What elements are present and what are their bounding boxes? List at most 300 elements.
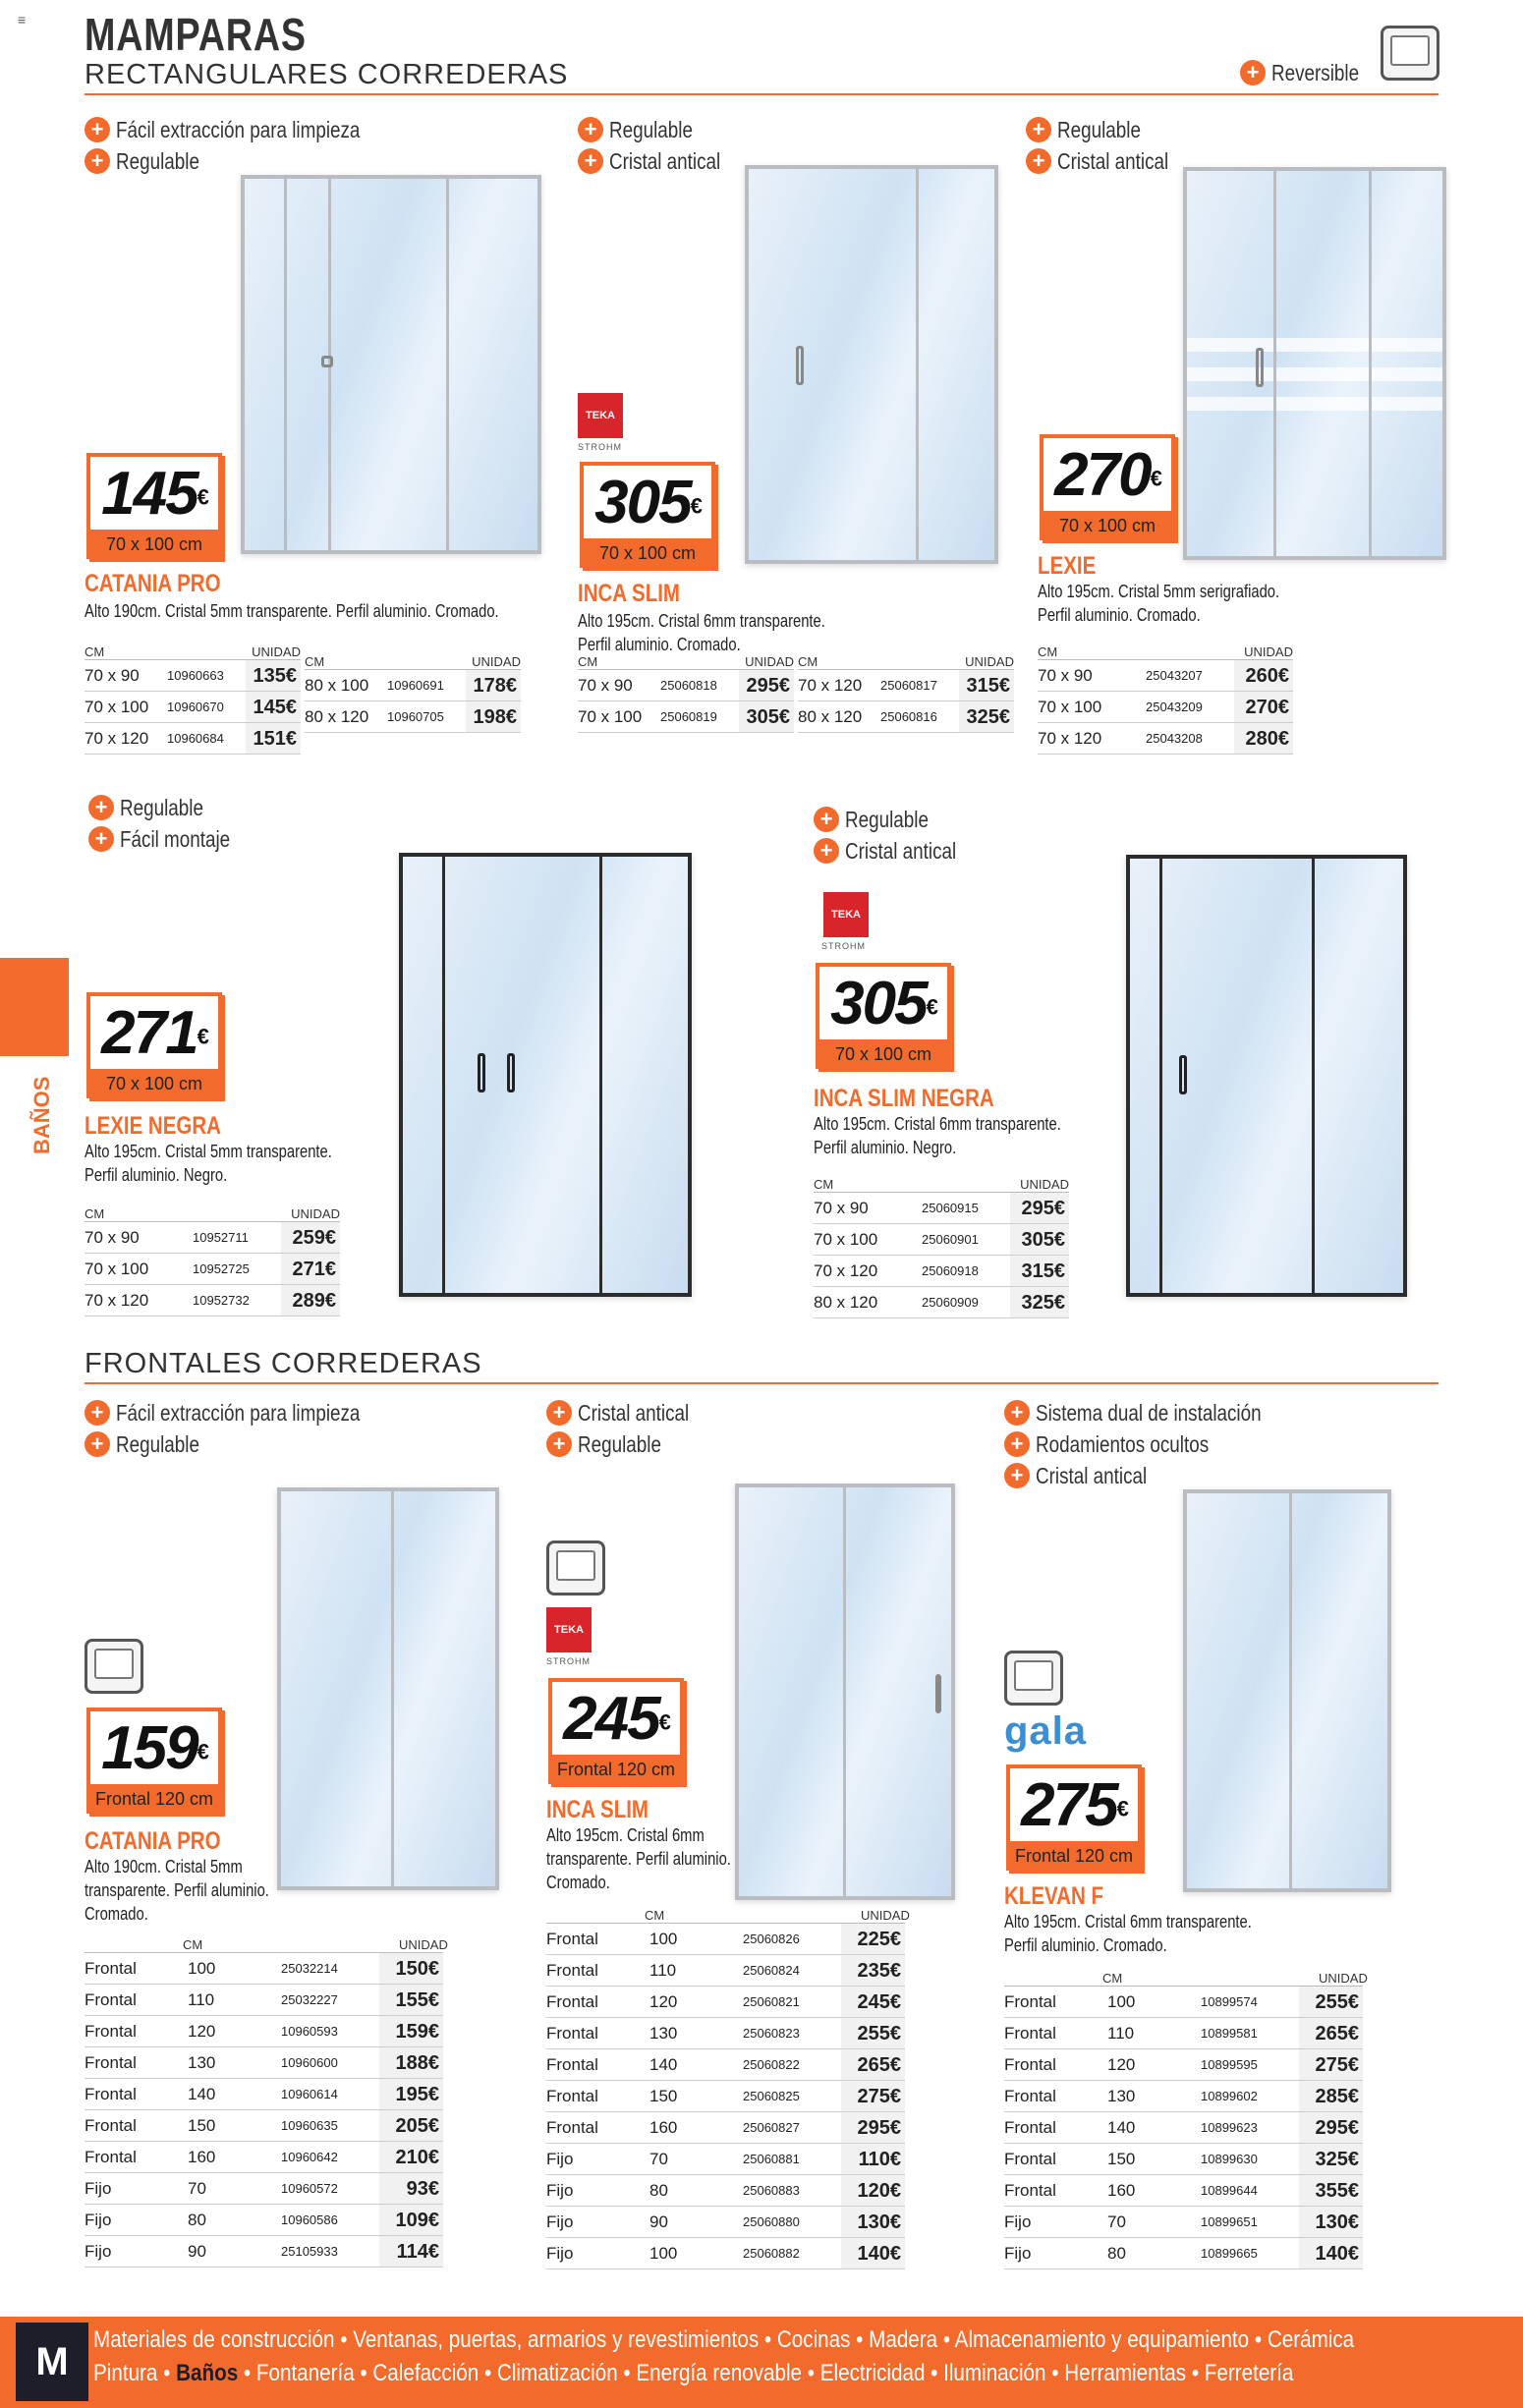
feature-item bbox=[1004, 1460, 1311, 1491]
price-tag bbox=[548, 1678, 684, 1784]
code-cell: 10899651 bbox=[1201, 2214, 1258, 2229]
plus-icon: + bbox=[88, 795, 114, 820]
size-cell: 80 bbox=[188, 2210, 206, 2229]
glass-pane bbox=[391, 1491, 394, 1886]
teka-logo: TEKA bbox=[578, 393, 623, 438]
price-cell: 325€ bbox=[959, 701, 1014, 732]
price-value: 275 bbox=[1021, 1771, 1117, 1839]
price-cell: 259€ bbox=[281, 1222, 340, 1253]
plus-icon: + bbox=[578, 148, 603, 174]
table-row bbox=[1004, 1987, 1363, 2018]
tv-icon bbox=[546, 1540, 605, 1596]
product-name: CATANIA PRO bbox=[85, 1827, 221, 1855]
product-inca-slim-negra bbox=[814, 804, 981, 867]
product-desc: Alto 195cm. Cristal 6mm transparente. Perfil aluminio. Negro. bbox=[814, 1114, 1061, 1157]
code-cell: 25060918 bbox=[922, 1263, 979, 1278]
code-cell: 10960586 bbox=[281, 2212, 338, 2227]
col-header: UNIDAD bbox=[399, 1937, 448, 1952]
code-cell: 10960614 bbox=[281, 2087, 338, 2101]
size-cell: 110 bbox=[188, 1989, 215, 2009]
price-cell: 275€ bbox=[841, 2081, 905, 2111]
price-cell: 109€ bbox=[379, 2205, 443, 2235]
plus-icon: + bbox=[814, 807, 839, 832]
feature-item bbox=[1026, 114, 1193, 145]
col-header: UNIDAD bbox=[861, 1908, 910, 1923]
feature-label: Regulable bbox=[609, 116, 693, 142]
table-row bbox=[546, 2238, 905, 2269]
code-cell: 10960670 bbox=[167, 700, 224, 714]
euro-sign: € bbox=[1150, 466, 1160, 491]
size-cell: 70 x 120 bbox=[85, 728, 149, 748]
size-cell: 70 x 100 bbox=[578, 706, 643, 726]
plus-icon: + bbox=[578, 117, 603, 142]
size-cell: Frontal bbox=[85, 2084, 137, 2103]
plus-icon: + bbox=[88, 826, 114, 852]
price-tag bbox=[86, 1708, 222, 1814]
code-cell: 10960684 bbox=[167, 731, 224, 746]
code-cell: 25043208 bbox=[1146, 731, 1203, 746]
reversible-tag bbox=[1240, 57, 1379, 88]
size-cell: Frontal bbox=[85, 1958, 137, 1978]
table-row bbox=[85, 1285, 340, 1316]
feature-item bbox=[1004, 1397, 1311, 1428]
price-value: 145 bbox=[101, 460, 197, 528]
table-row bbox=[1004, 2175, 1363, 2207]
euro-sign: € bbox=[690, 493, 701, 519]
table-row bbox=[85, 2047, 443, 2079]
price-tag bbox=[1006, 1764, 1142, 1871]
code-cell: 10899623 bbox=[1201, 2120, 1258, 2135]
table-row bbox=[1038, 692, 1293, 723]
size-cell: Frontal bbox=[1004, 2117, 1056, 2137]
size-cell: 70 bbox=[188, 2178, 206, 2198]
size-cell: 130 bbox=[188, 2052, 216, 2072]
header-rule bbox=[85, 93, 1438, 95]
product-inca-slim-rect bbox=[578, 114, 745, 177]
plus-icon: + bbox=[546, 1400, 572, 1426]
size-cell: Frontal bbox=[85, 2147, 137, 2166]
size-cell: 100 bbox=[649, 2243, 678, 2263]
glass-pane bbox=[1187, 397, 1442, 411]
col-header: CM bbox=[305, 654, 325, 669]
size-cell: Frontal bbox=[1004, 2023, 1056, 2043]
size-cell: 120 bbox=[649, 1991, 678, 2011]
price-table bbox=[798, 654, 1014, 733]
glass-pane bbox=[1187, 338, 1442, 352]
product-klevan-f bbox=[1004, 1397, 1311, 1491]
price-cell: 295€ bbox=[1010, 1193, 1069, 1223]
plus-icon: + bbox=[1026, 117, 1051, 142]
price-table bbox=[546, 1902, 910, 2269]
euro-sign: € bbox=[658, 1709, 669, 1735]
size-cell: Frontal bbox=[546, 2054, 598, 2074]
price-tag bbox=[816, 963, 951, 1069]
footer-categories-line2 bbox=[93, 2360, 1293, 2387]
price-cell: 140€ bbox=[841, 2238, 905, 2268]
price-cell: 355€ bbox=[1299, 2175, 1363, 2206]
code-cell: 10899665 bbox=[1201, 2246, 1258, 2261]
price-cell: 265€ bbox=[841, 2049, 905, 2080]
code-cell: 25060827 bbox=[743, 2120, 800, 2135]
price-tag bbox=[86, 453, 222, 559]
door-handle bbox=[1256, 348, 1264, 387]
glass-pane bbox=[446, 179, 449, 550]
table-row bbox=[546, 2018, 905, 2049]
price-table bbox=[85, 639, 301, 755]
code-cell: 10899630 bbox=[1201, 2152, 1258, 2166]
price-cell: 198€ bbox=[466, 701, 521, 732]
glass-pane bbox=[843, 1487, 846, 1896]
tv-reversible-icon bbox=[1381, 26, 1439, 81]
glass-pane bbox=[1289, 1493, 1292, 1888]
table-row bbox=[85, 1222, 340, 1254]
product-name: KLEVAN F bbox=[1004, 1882, 1103, 1910]
feature-label: Cristal antical bbox=[1036, 1462, 1148, 1488]
table-row bbox=[1004, 2144, 1363, 2175]
code-cell: 10952725 bbox=[193, 1261, 250, 1276]
plus-icon: + bbox=[546, 1431, 572, 1457]
price-size: 70 x 100 cm bbox=[86, 1069, 222, 1098]
size-cell: Frontal bbox=[1004, 2180, 1056, 2200]
door-handle bbox=[796, 346, 804, 385]
price-value: 305 bbox=[830, 970, 927, 1037]
price-cell: 93€ bbox=[379, 2173, 443, 2204]
feature-item bbox=[85, 114, 414, 145]
price-cell: 275€ bbox=[1299, 2049, 1363, 2080]
glass-pane bbox=[1369, 171, 1372, 556]
size-cell: 70 x 90 bbox=[814, 1198, 869, 1217]
code-cell: 10899602 bbox=[1201, 2089, 1258, 2103]
size-cell: 100 bbox=[188, 1958, 216, 1978]
price-value: 159 bbox=[101, 1714, 197, 1782]
feature-item bbox=[1004, 1428, 1311, 1460]
table-row bbox=[85, 1254, 340, 1285]
table-row bbox=[546, 1924, 905, 1955]
size-cell: 160 bbox=[1107, 2180, 1136, 2200]
col-header: CM bbox=[183, 1937, 203, 1952]
col-header: UNIDAD bbox=[291, 1206, 340, 1221]
price-cell: 210€ bbox=[379, 2142, 443, 2172]
size-cell: 90 bbox=[188, 2241, 206, 2261]
size-cell: Frontal bbox=[85, 2021, 137, 2041]
product-name: INCA SLIM bbox=[578, 580, 681, 607]
plus-icon: + bbox=[85, 148, 110, 174]
size-cell: 150 bbox=[649, 2086, 678, 2105]
size-cell: 110 bbox=[649, 1960, 677, 1980]
size-cell: 70 x 90 bbox=[1038, 665, 1093, 685]
feature-label: Regulable bbox=[1057, 116, 1141, 142]
code-cell: 10960600 bbox=[281, 2055, 338, 2070]
price-cell: 151€ bbox=[246, 723, 301, 754]
feature-label: Fácil montaje bbox=[120, 825, 231, 852]
plus-icon: + bbox=[1240, 60, 1266, 85]
col-header: CM bbox=[814, 1177, 834, 1192]
price-size: 70 x 100 cm bbox=[580, 538, 715, 568]
code-cell: 25060821 bbox=[743, 1994, 800, 2009]
price-cell: 265€ bbox=[1299, 2018, 1363, 2048]
product-name: INCA SLIM NEGRA bbox=[814, 1085, 994, 1112]
size-cell: 150 bbox=[188, 2115, 216, 2135]
size-cell: Frontal bbox=[546, 2086, 598, 2105]
code-cell: 25060823 bbox=[743, 2026, 800, 2041]
size-cell: Frontal bbox=[85, 1989, 137, 2009]
tv-icon bbox=[85, 1639, 143, 1694]
feature-item bbox=[85, 1428, 414, 1460]
table-row bbox=[305, 670, 521, 701]
size-cell: Frontal bbox=[85, 2115, 137, 2135]
code-cell: 25043209 bbox=[1146, 700, 1203, 714]
glass-pane bbox=[1187, 367, 1442, 381]
shower-image-inca-slim bbox=[745, 165, 998, 564]
table-row bbox=[578, 701, 794, 733]
code-cell: 10899574 bbox=[1201, 1994, 1258, 2009]
product-inca-slim-frontal bbox=[546, 1397, 713, 1460]
table-row bbox=[85, 1953, 443, 1985]
size-cell: 70 x 90 bbox=[85, 665, 140, 685]
price-cell: 140€ bbox=[1299, 2238, 1363, 2268]
product-desc: Alto 195cm. Cristal 5mm transparente. Perfil aluminio. Negro. bbox=[85, 1142, 332, 1185]
size-cell: Frontal bbox=[1004, 2086, 1056, 2105]
price-cell: 280€ bbox=[1234, 723, 1293, 754]
size-cell: 160 bbox=[188, 2147, 216, 2166]
product-lexie-negra bbox=[88, 792, 254, 855]
size-cell: Fijo bbox=[546, 2180, 574, 2200]
table-row bbox=[85, 2016, 443, 2047]
footer-text: • Fontanería • Calefacción • Climatización • Energía renovable • Electricidad • Iluminación • Herramientas • Ferretería bbox=[238, 2360, 1294, 2386]
feature-item bbox=[1026, 145, 1193, 177]
code-cell: 25060824 bbox=[743, 1963, 800, 1978]
price-tag bbox=[580, 462, 715, 568]
feature-item bbox=[814, 804, 981, 835]
glass-pane bbox=[1312, 859, 1315, 1293]
table-row bbox=[546, 1955, 905, 1987]
price-value: 271 bbox=[101, 999, 197, 1067]
size-cell: 70 x 120 bbox=[814, 1260, 878, 1280]
plus-icon: + bbox=[85, 117, 110, 142]
teka-sublabel: STROHM bbox=[821, 941, 866, 951]
plus-icon: + bbox=[814, 838, 839, 864]
price-cell: 289€ bbox=[281, 1285, 340, 1316]
door-handle bbox=[935, 1674, 941, 1713]
code-cell: 25060826 bbox=[743, 1932, 800, 1946]
table-row bbox=[1004, 2238, 1363, 2269]
col-header: CM bbox=[578, 654, 598, 669]
code-cell: 25060882 bbox=[743, 2246, 800, 2261]
size-cell: 80 bbox=[1107, 2243, 1126, 2263]
price-cell: 155€ bbox=[379, 1985, 443, 2015]
feature-item bbox=[85, 145, 414, 177]
size-cell: 80 bbox=[649, 2180, 668, 2200]
price-value: 305 bbox=[594, 469, 691, 536]
plus-icon: + bbox=[1004, 1431, 1030, 1457]
side-label-banos: BAÑOS bbox=[29, 1076, 54, 1154]
teka-sublabel: STROHM bbox=[546, 1656, 591, 1666]
price-value: 245 bbox=[563, 1685, 659, 1753]
table-row bbox=[85, 2110, 443, 2142]
size-cell: Fijo bbox=[1004, 2212, 1032, 2231]
table-row bbox=[798, 670, 1014, 701]
price-table bbox=[578, 654, 794, 733]
product-desc: Alto 195cm. Cristal 6mm transparente. Perfil aluminio. Cromado. bbox=[546, 1825, 731, 1892]
euro-sign: € bbox=[197, 1024, 207, 1049]
price-cell: 235€ bbox=[841, 1955, 905, 1986]
feature-item bbox=[85, 1397, 414, 1428]
table-row bbox=[1038, 660, 1293, 692]
table-row bbox=[1004, 2049, 1363, 2081]
size-cell: Frontal bbox=[546, 1991, 598, 2011]
price-cell: 295€ bbox=[841, 2112, 905, 2143]
code-cell: 25105933 bbox=[281, 2244, 338, 2259]
size-cell: Frontal bbox=[1004, 2054, 1056, 2074]
size-cell: 70 x 100 bbox=[85, 697, 149, 716]
code-cell: 10960642 bbox=[281, 2150, 338, 2164]
table-row bbox=[814, 1193, 1069, 1224]
footer-categories-line1: Materiales de construcción • Ventanas, puertas, armarios y revestimientos • Cocinas • Madera • Almacenamiento y equipamiento • Cerámica bbox=[93, 2326, 1355, 2353]
feature-label: Cristal antical bbox=[578, 1399, 690, 1426]
plus-icon: + bbox=[85, 1400, 110, 1426]
col-header: UNIDAD bbox=[745, 654, 794, 669]
feature-item bbox=[578, 145, 745, 177]
price-cell: 260€ bbox=[1234, 660, 1293, 691]
price-cell: 145€ bbox=[246, 692, 301, 722]
price-cell: 114€ bbox=[379, 2236, 443, 2267]
size-cell: Frontal bbox=[546, 1929, 598, 1948]
size-cell: 100 bbox=[649, 1929, 678, 1948]
col-header: CM bbox=[85, 644, 105, 659]
price-cell: 270€ bbox=[1234, 692, 1293, 722]
col-header: UNIDAD bbox=[252, 644, 301, 659]
size-cell: Fijo bbox=[1004, 2243, 1032, 2263]
size-cell: 70 x 120 bbox=[798, 675, 863, 695]
teka-logo: TEKA bbox=[546, 1607, 592, 1652]
price-value: 270 bbox=[1054, 441, 1151, 509]
code-cell: 10960663 bbox=[167, 668, 224, 683]
size-cell: 80 x 120 bbox=[798, 706, 863, 726]
table-row bbox=[546, 2207, 905, 2238]
brand-logo: M bbox=[16, 2323, 88, 2401]
size-cell: Fijo bbox=[85, 2241, 112, 2261]
col-header: CM bbox=[1102, 1971, 1123, 1986]
size-cell: 70 bbox=[649, 2149, 668, 2168]
size-cell: 70 x 90 bbox=[85, 1227, 140, 1247]
table-row bbox=[85, 2173, 443, 2205]
size-cell: 130 bbox=[1107, 2086, 1136, 2105]
code-cell: 25060816 bbox=[880, 709, 937, 724]
col-header: UNIDAD bbox=[1319, 1971, 1368, 1986]
price-size: Frontal 120 cm bbox=[548, 1755, 684, 1784]
price-table bbox=[1004, 1965, 1368, 2269]
price-size: 70 x 100 cm bbox=[1040, 511, 1175, 540]
feature-item bbox=[814, 835, 981, 867]
product-catania-pro-frontal bbox=[85, 1397, 414, 1460]
code-cell: 10952732 bbox=[193, 1293, 250, 1308]
price-size: 70 x 100 cm bbox=[816, 1039, 951, 1069]
table-row bbox=[85, 723, 301, 755]
price-cell: 205€ bbox=[379, 2110, 443, 2141]
size-cell: Fijo bbox=[85, 2210, 112, 2229]
size-cell: Fijo bbox=[546, 2212, 574, 2231]
code-cell: 25060818 bbox=[660, 678, 717, 693]
product-lexie bbox=[1026, 114, 1193, 177]
code-cell: 10960635 bbox=[281, 2118, 338, 2133]
size-cell: Frontal bbox=[546, 2117, 598, 2137]
price-cell: 130€ bbox=[841, 2207, 905, 2237]
shower-image-lexie bbox=[1183, 167, 1446, 560]
col-header: UNIDAD bbox=[1244, 644, 1293, 659]
size-cell: 90 bbox=[649, 2212, 668, 2231]
product-name: LEXIE bbox=[1038, 552, 1097, 580]
shower-image-inca-slim-frontal bbox=[735, 1484, 955, 1900]
feature-label: Rodamientos ocultos bbox=[1036, 1430, 1210, 1457]
table-row bbox=[1038, 723, 1293, 755]
euro-sign: € bbox=[197, 1739, 207, 1764]
footer-active-category: Baños bbox=[176, 2360, 239, 2386]
product-name: LEXIE NEGRA bbox=[85, 1112, 221, 1140]
col-header: CM bbox=[645, 1908, 665, 1923]
feature-item bbox=[88, 792, 254, 823]
price-cell: 325€ bbox=[1299, 2144, 1363, 2174]
code-cell: 10899581 bbox=[1201, 2026, 1258, 2041]
code-cell: 10960705 bbox=[387, 709, 444, 724]
price-cell: 225€ bbox=[841, 1924, 905, 1954]
code-cell: 25060822 bbox=[743, 2057, 800, 2072]
feature-label: Regulable bbox=[578, 1430, 661, 1457]
size-cell: 140 bbox=[188, 2084, 216, 2103]
col-header: CM bbox=[85, 1206, 105, 1221]
size-cell: Fijo bbox=[85, 2178, 112, 2198]
feature-label: Regulable bbox=[116, 1430, 199, 1457]
size-cell: 140 bbox=[1107, 2117, 1136, 2137]
price-cell: 255€ bbox=[841, 2018, 905, 2048]
product-name: INCA SLIM bbox=[546, 1796, 649, 1823]
teka-sublabel: STROHM bbox=[578, 442, 622, 452]
plus-icon: + bbox=[1026, 148, 1051, 174]
feature-label: Regulable bbox=[845, 806, 929, 832]
size-cell: 130 bbox=[649, 2023, 678, 2043]
plus-icon: + bbox=[1004, 1463, 1030, 1488]
table-row bbox=[546, 2144, 905, 2175]
price-table bbox=[305, 654, 521, 733]
col-header: CM bbox=[1038, 644, 1058, 659]
col-header: UNIDAD bbox=[1020, 1177, 1069, 1192]
feature-label: Fácil extracción para limpieza bbox=[116, 1399, 361, 1426]
table-row bbox=[1004, 2018, 1363, 2049]
size-cell: 70 x 120 bbox=[85, 1290, 149, 1310]
table-row bbox=[814, 1287, 1069, 1318]
door-handle bbox=[321, 356, 333, 367]
feature-label: Cristal antical bbox=[845, 837, 957, 864]
size-cell: 110 bbox=[1107, 2023, 1135, 2043]
price-cell: 178€ bbox=[466, 670, 521, 700]
size-cell: 120 bbox=[188, 2021, 216, 2041]
price-cell: 315€ bbox=[1010, 1256, 1069, 1286]
table-row bbox=[85, 1985, 443, 2016]
table-row bbox=[814, 1256, 1069, 1287]
door-handle bbox=[1179, 1055, 1187, 1094]
code-cell: 10899644 bbox=[1201, 2183, 1258, 2198]
table-row bbox=[546, 2175, 905, 2207]
col-header: UNIDAD bbox=[472, 654, 521, 669]
price-cell: 325€ bbox=[1010, 1287, 1069, 1317]
code-cell: 25060915 bbox=[922, 1201, 979, 1215]
glass-pane bbox=[442, 857, 445, 1293]
table-row bbox=[546, 1987, 905, 2018]
price-cell: 295€ bbox=[739, 670, 794, 700]
shower-image-klevan-f bbox=[1183, 1489, 1391, 1892]
plus-icon: + bbox=[1004, 1400, 1030, 1426]
size-cell: 140 bbox=[649, 2054, 678, 2074]
feature-label: Regulable bbox=[116, 147, 199, 174]
